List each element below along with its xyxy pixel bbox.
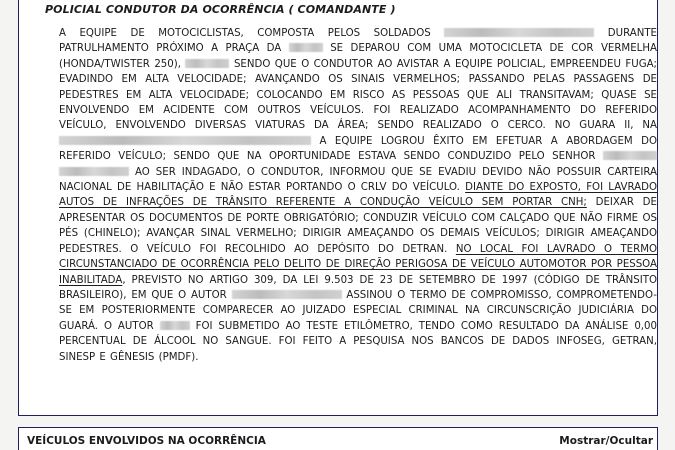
redacted-driver-name-2 [59, 167, 129, 176]
narrative-text [59, 26, 657, 365]
section-title: POLICIAL CONDUTOR DA OCORRÊNCIA ( COMANDANTE ) [45, 3, 396, 16]
vehicles-section-title: VEÍCULOS ENVOLVIDOS NA OCORRÊNCIA [27, 435, 266, 447]
narrative-part: A EQUIPE LOGROU ÊXITO EM EFETUAR A ABORDAGEM DO REFERIDO VEÍCULO; SENDO QUE NA OPORTUNIDADE ESTAVA SENDO CONDUZIDO PELO SENHOR [59, 135, 657, 163]
vehicles-section-header [18, 427, 658, 450]
redacted-names [444, 28, 594, 37]
narrative-part: DURANTE PATRULHAMENTO PRÓXIMO A PRAÇA DA [59, 28, 657, 55]
redacted-address [59, 136, 311, 145]
narrative-part: ASSINOU O TERMO DE COMPROMISSO, COMPROMETENDO-SE EM POSTERIORMENTE COMPARECER AO JUIZADO ESPECIAL CRIMINAL NA CIRCUNSCRIÇÃO JUDICIÁRIA DO GUARÁ. O AUTOR [59, 289, 657, 332]
redacted-driver-name [603, 151, 657, 160]
narrative-part: FOI SUBMETIDO AO TESTE ETILÔMETRO, TENDO COMO RESULTADO DA ANÁLISE 0,00 PERCENTUAL DE ÁLCOOL NO SANGUE. FOI FEITO A PESQUISA NOS BANCOS DE DADOS INFOSEG, GETRAN, SINESP E GÊNESIS (PMDF). [59, 320, 657, 363]
narrative-part: SE DEPAROU COM UMA MOTOCICLETA DE COR VERMELHA (HONDA/TWISTER 250), [59, 43, 657, 70]
narrative-part: A EQUIPE DE MOTOCICLISTAS, COMPOSTA PELOS SOLDADOS [59, 28, 431, 39]
narrative-underlined: DIANTE DO EXPOSTO, FOI LAVRADO AUTOS DE INFRAÇÕES DE TRÂNSITO REFERENTE A CONDUÇÃO VEÍCULO SEM PORTAR CNH; [59, 182, 657, 209]
narrative-part: SENDO QUE O CONDUTOR AO AVISTAR A EQUIPE POLICIAL, EMPREENDEU FUGA; EVADINDO EM ALTA VELOCIDADE; AVANÇANDO OS SINAIS VERMELHOS; PASSANDO PELAS PASSAGENS DE PEDESTRES EM ALTA VELOCIDADE; COLOCANDO EM RISCO AS PESSOAS QUE ALI TRANSITAVAM; QUASE SE ENVOLVENDO EM ACIDENTE COM OUTROS VEÍCULOS. FOI REALIZADO ACOMPANHAMENTO DO REFERIDO VEÍCULO, ENVOLVENDO DIVERSAS VIATURAS DA ÁREA; SENDO REALIZADO O CERCO. NO GUARA II, NA [59, 58, 657, 132]
redacted-location [289, 43, 323, 52]
narrative-underlined: NO LOCAL FOI LAVRADO O TERMO CIRCUNSTANCIADO DE OCORRÊNCIA PELO DELITO DE DIREÇÃO PERIGOSA DE VEÍCULO AUTOMOTOR POR PESSOA INABILITADA [59, 243, 658, 286]
narrative-part: , PREVISTO NO ARTIGO 309, DA LEI 9.503 DE 23 DE SETEMBRO DE 1997 (CÓDIGO DE TRÂNSITO BRASILEIRO), EM QUE O AUTOR [59, 274, 657, 301]
redacted-author [232, 290, 342, 299]
narrative-part: AO SER INDAGADO, O CONDUTOR, INFORMOU QUE SE EVADIU DEVIDO NÃO POSSUIR CARTEIRA NACIONAL DE HABILITAÇÃO E NÃO ESTAR PORTANDO O CRLV DO VEÍCULO. [59, 166, 657, 194]
show-hide-toggle[interactable]: Mostrar/Ocultar [559, 435, 653, 447]
redacted-plate [185, 59, 229, 68]
redacted-author-2 [160, 321, 190, 330]
occurrence-panel [18, 0, 658, 416]
narrative-part: DEIXAR DE APRESENTAR OS DOCUMENTOS DE PORTE OBRIGATÓRIO; CONDUZIR VEÍCULO COM CALÇADO QUE NÃO FIRME OS PÉS (CHINELO); AVANÇAR SINAL VERMELHO; DIRIGIR AMEAÇANDO OS DEMAIS VEÍCULOS; DIRIGIR AMEAÇANDO PEDESTRES. O VEÍCULO FOI RECOLHIDO AO DEPÓSITO DO DETRAN. [59, 197, 657, 255]
